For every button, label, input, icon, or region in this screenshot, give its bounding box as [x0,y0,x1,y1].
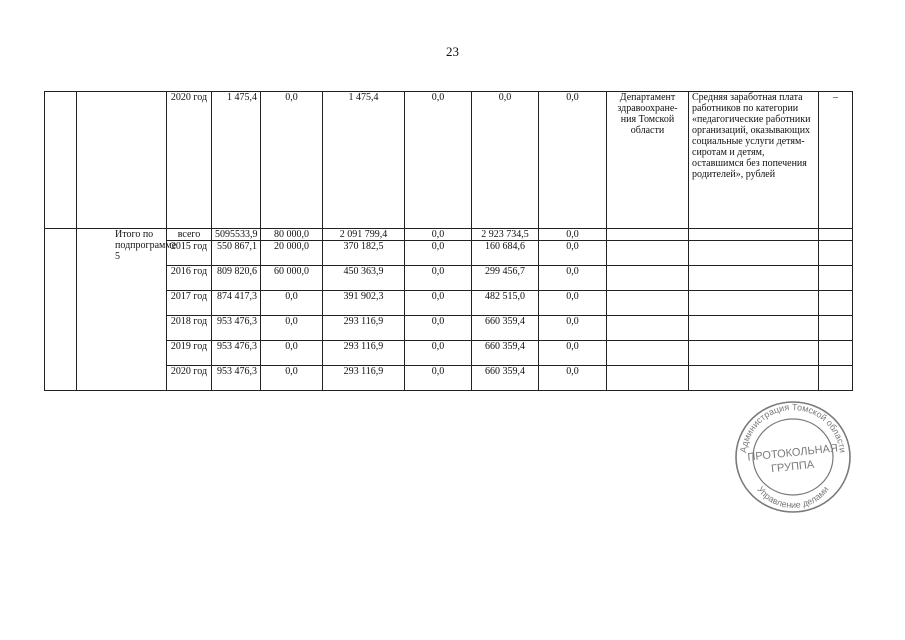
table-cell [689,266,819,291]
federal-cell: 60 000,0 [261,266,323,291]
other-cell: 482 515,0 [472,291,539,316]
federal-cell: 0,0 [261,341,323,366]
table-cell [689,241,819,266]
regional-cell: 370 182,5 [323,241,405,266]
protocol-group-stamp [732,398,854,516]
year-cell: 2016 год [167,266,212,291]
table-row [45,229,853,241]
extra-cell: 0,0 [539,316,607,341]
table-cell [45,92,77,229]
table-cell [689,291,819,316]
year-cell: 2020 год [167,366,212,391]
regional-cell: 293 116,9 [323,341,405,366]
table-cell [77,92,167,229]
regional-cell: 293 116,9 [323,316,405,341]
regional-cell: 1 475,4 [323,92,405,229]
year-cell: 2015 год [167,241,212,266]
table-cell [607,229,689,241]
regional-cell: 391 902,3 [323,291,405,316]
table-row [45,316,853,341]
total-cell: 809 820,6 [212,266,261,291]
federal-cell: 20 000,0 [261,241,323,266]
table-cell [819,366,853,391]
year-cell: 2018 год [167,316,212,341]
year-cell: 2020 год [167,92,212,229]
table-cell [819,316,853,341]
federal-cell: 0,0 [261,291,323,316]
local-cell: 0,0 [405,241,472,266]
local-cell: 0,0 [405,366,472,391]
extra-cell: 0,0 [539,291,607,316]
total-cell: 874 417,3 [212,291,261,316]
year-cell: 2017 год [167,291,212,316]
table-cell [689,316,819,341]
local-cell: 0,0 [405,316,472,341]
table-cell [819,241,853,266]
local-cell: 0,0 [405,229,472,241]
local-cell: 0,0 [405,341,472,366]
subtotal-body [45,229,853,391]
subtotal-label: Итого по подпрограмме 5 [77,229,167,391]
extra-cell: 0,0 [539,92,607,229]
table-cell [819,266,853,291]
local-cell: 0,0 [405,291,472,316]
table-cell [45,229,77,391]
table-cell [607,316,689,341]
table-row [45,92,853,229]
stamp-center-line2: ГРУППА [770,458,815,476]
regional-cell: 293 116,9 [323,366,405,391]
table-cell [689,341,819,366]
other-cell: 2 923 734,5 [472,229,539,241]
total-cell: 953 476,3 [212,341,261,366]
table-cell [819,341,853,366]
table-cell [689,229,819,241]
other-cell: 0,0 [472,92,539,229]
other-cell: 160 684,6 [472,241,539,266]
other-cell: 660 359,4 [472,316,539,341]
table-cell [607,366,689,391]
federal-cell: 80 000,0 [261,229,323,241]
indicator-cell: Средняя заработная плата работников по категории «педагогические работники организаций, оказывающих социальные услуги детям-сиротам и детям, оставшимся без попечения родителей», рублей [689,92,819,229]
other-cell: 299 456,7 [472,266,539,291]
federal-cell: 0,0 [261,366,323,391]
table-cell [607,291,689,316]
extra-cell: 0,0 [539,366,607,391]
table-cell [819,291,853,316]
table-row [45,291,853,316]
table-row [45,266,853,291]
table-cell [689,366,819,391]
stamp-center-line1: ПРОТОКОЛЬНАЯ [746,442,839,464]
stamp-ring-top: Администрация Томской области [738,401,848,454]
total-cell: 5095533,9 [212,229,261,241]
federal-cell: 0,0 [261,92,323,229]
table-row [45,341,853,366]
table-cell [819,229,853,241]
extra-cell: 0,0 [539,241,607,266]
federal-cell: 0,0 [261,316,323,341]
other-cell: 660 359,4 [472,366,539,391]
table-row [45,366,853,391]
extra-cell: 0,0 [539,266,607,291]
total-cell: 953 476,3 [212,366,261,391]
year-cell: всего [167,229,212,241]
local-cell: 0,0 [405,266,472,291]
last-cell: – [819,92,853,229]
year-cell: 2019 год [167,341,212,366]
executor-cell: Департамент здравоохране-ния Томской области [607,92,689,229]
table-cell [607,241,689,266]
other-cell: 660 359,4 [472,341,539,366]
total-cell: 550 867,1 [212,241,261,266]
page-number: 23 [446,44,459,59]
stamp-ring-bottom: Управление делами [755,484,831,511]
total-cell: 1 475,4 [212,92,261,229]
extra-cell: 0,0 [539,341,607,366]
table-cell [607,341,689,366]
extra-cell: 0,0 [539,229,607,241]
local-cell: 0,0 [405,92,472,229]
budget-table [44,91,853,391]
regional-cell: 450 363,9 [323,266,405,291]
regional-cell: 2 091 799,4 [323,229,405,241]
table-cell [607,266,689,291]
total-cell: 953 476,3 [212,316,261,341]
